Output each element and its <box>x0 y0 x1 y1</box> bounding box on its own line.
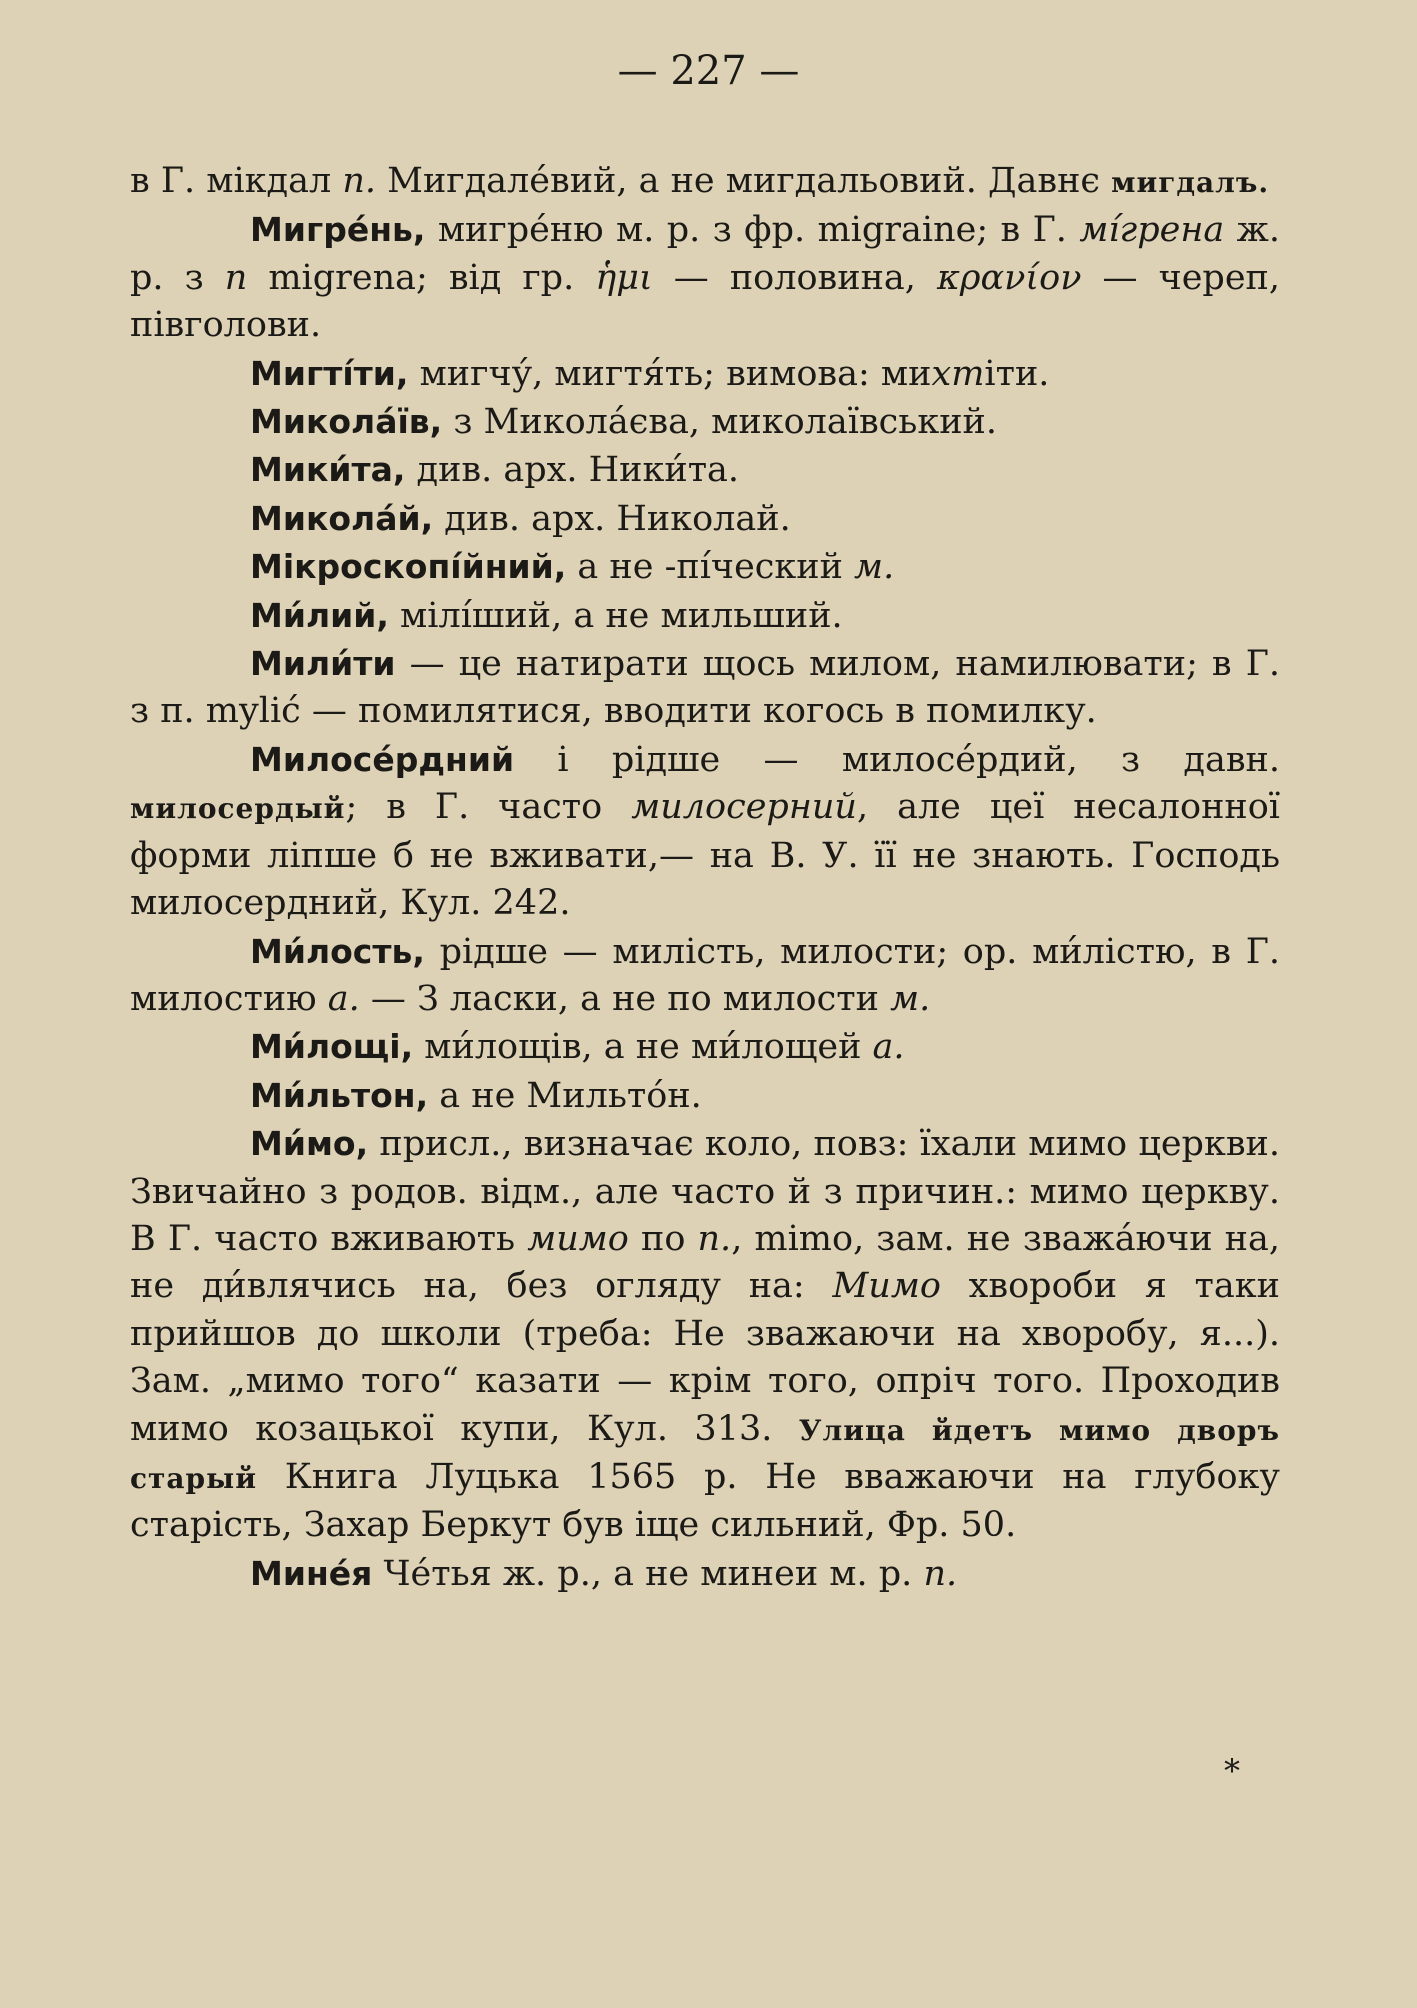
entry-mylyi <box>130 592 1280 640</box>
entry-mymo <box>130 1120 1280 1550</box>
entry-text: , але цеї несалонної форми ліпше б не вживати,— на В. У. її не знають. Господь милосердний, Кул. 242. <box>130 787 1281 924</box>
entry-text: присл., визначає коло, повз: їхали мимо церкви. Звичайно з родов. відм., але часто й з причин.: мимо церкву. В Г. часто вживають <box>130 1124 1280 1259</box>
entry-text: мигчу́, мигтя́ть; вимова: ми <box>408 353 932 394</box>
entry-italic: п. <box>697 1218 732 1259</box>
entry-text: Мигдале́вий, а не мигдальовий. Давнє <box>376 161 1112 201</box>
headword: Мине́я <box>250 1553 373 1593</box>
entry-text: мілі́ший, а не мильший. <box>388 595 843 636</box>
entry-text: ж. р. з <box>130 210 1280 298</box>
entry-text: Че́тья ж. р., а не минеи м. р. <box>372 1553 924 1594</box>
entry-myloserdnyi <box>130 736 1280 928</box>
headword: Ми́лость, <box>250 931 425 971</box>
entry-text: рідше — милість, милости; ор. ми́лістю, в Г. милостию <box>130 931 1280 1019</box>
headword: Ми́лий, <box>250 595 389 635</box>
entry-italic: м. <box>890 978 931 1019</box>
entry-mykolai <box>130 495 1280 543</box>
signature-mark: * <box>1224 1752 1240 1790</box>
entry-italic: Мимо <box>832 1266 941 1307</box>
entry-italic: п. <box>342 161 376 201</box>
entry-text: migrena; від гр. <box>247 257 596 298</box>
headword: Мили́ти <box>250 644 396 684</box>
entry-text: а не -пі́ческий <box>566 547 855 588</box>
entry-italic: а. <box>327 978 360 1019</box>
entry-text: — З ласки, а не по милости <box>359 978 891 1019</box>
entry-text: іти. <box>984 353 1050 394</box>
entry-text: див. арх. Ники́та. <box>405 450 740 491</box>
headword: Мигре́нь, <box>250 210 426 250</box>
entry-italic: мимо <box>527 1218 629 1259</box>
entry-migren <box>130 206 1280 349</box>
entry-italic: м. <box>854 547 895 588</box>
entry-italic: ἡμι <box>595 257 653 298</box>
page-number: — 227 — <box>617 48 800 94</box>
entry-italic: а. <box>872 1027 905 1068</box>
entry-myneia <box>130 1550 1280 1598</box>
entry-mylyty <box>130 640 1280 736</box>
headword: Ми́льтон, <box>250 1075 429 1115</box>
entry-italic: милосерний <box>631 787 857 828</box>
headword: Ми́лощі, <box>250 1027 414 1067</box>
headword: Микола́й, <box>250 498 434 538</box>
entry-italic: мі́грена <box>1079 210 1225 251</box>
entry-text: — це натирати щось милом, намилювати; в Г. з п. mylić — помилятися, вводити когось в помилку. <box>130 644 1280 732</box>
entry-text: з Микола́єва, миколаївський. <box>442 402 997 443</box>
entry-text: ми́лощів, а не ми́лощей <box>413 1027 873 1068</box>
entry-text: і рідше — милосе́рдий, з давн. <box>514 739 1280 780</box>
entry-text: — череп, півголови. <box>130 257 1281 346</box>
entry-italic: хт <box>931 353 985 394</box>
dictionary-text <box>130 158 1280 1598</box>
headword: Мигті́ти, <box>250 353 409 393</box>
old-script-word: Улица йдетъ мимо дворъ старый <box>130 1413 1280 1495</box>
headword: Ми́мо, <box>250 1124 369 1164</box>
entry-mikroskopiinyi <box>130 543 1280 591</box>
entry-mykyta <box>130 446 1280 494</box>
entry-text: , mimo, зам. не зважа́ючи на, не ди́влячись на, без огляду на: <box>130 1218 1280 1307</box>
entry-text: — половина, <box>652 257 937 298</box>
entry-text: хвороби я таки прийшов до школи (треба: Не зважаючи на хворобу, я...). Зам. „мимо того“ казати — крім того, опріч того. Проходив мимо козацької купи, Кул. 313. <box>130 1266 1280 1449</box>
entry-text: а не Мильто́н. <box>428 1075 702 1116</box>
entry-mylost <box>130 928 1280 1024</box>
entry-mygtity <box>130 350 1280 398</box>
entry-text: в Г. мікдал <box>130 161 343 201</box>
entry-italic: κρανίον <box>936 257 1082 298</box>
entry-myloshchi <box>130 1023 1280 1071</box>
headword: Микола́їв, <box>250 402 443 442</box>
headword: Мики́та, <box>250 450 406 490</box>
entry-myilton <box>130 1072 1280 1120</box>
old-script-word: милосердый <box>130 792 346 826</box>
entry-text: ; в Г. часто <box>345 787 632 828</box>
entry-text: див. арх. Николай. <box>433 498 791 539</box>
entry-continuation <box>130 158 1280 206</box>
entry-italic: п <box>224 257 248 298</box>
headword: Мікроскопі́йний, <box>250 547 567 587</box>
headword: Милосе́рдний <box>250 739 515 779</box>
entry-italic: п. <box>923 1553 958 1594</box>
old-script-word: мигдалъ. <box>1111 166 1270 199</box>
entry-text: мигре́ню м. р. з фр. migraine; в Г. <box>425 210 1080 251</box>
entry-text: Книга Луцька 1565 р. Не вважаючи на глубоку старість, Захар Беркут був іще сильний, Фр. 50. <box>130 1456 1280 1546</box>
entry-mykolaiv <box>130 398 1280 446</box>
entry-text: по <box>628 1218 698 1259</box>
